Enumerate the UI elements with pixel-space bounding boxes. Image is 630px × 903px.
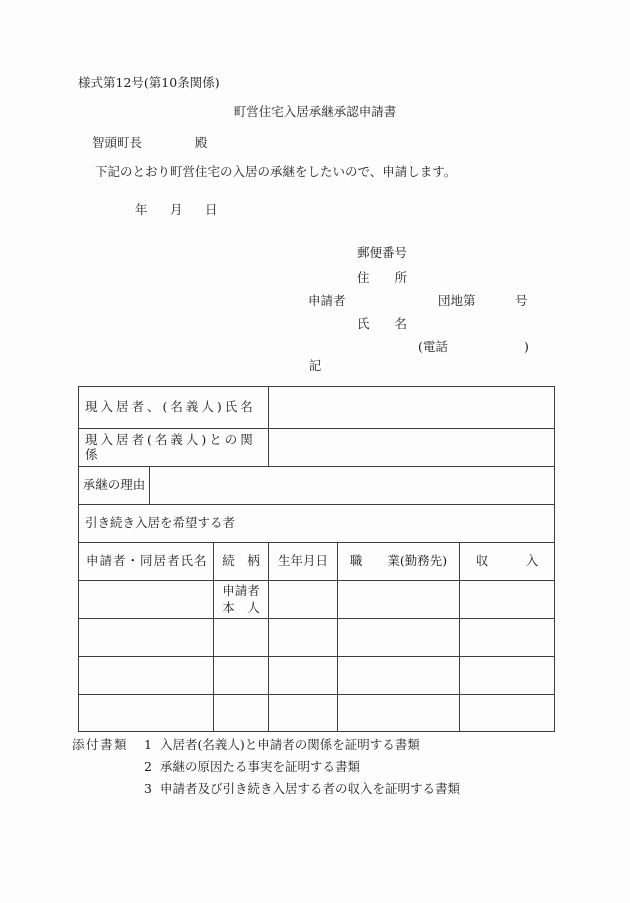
succession-reason-input-cell: [150, 467, 555, 505]
date-day-label: 日: [205, 202, 218, 217]
succession-reason-row: [79, 467, 555, 505]
attachment-item-number: 3: [144, 781, 152, 796]
addressee-honorific: 殿: [195, 135, 208, 150]
applicant-self-line2: 本 人: [222, 599, 260, 615]
attachment-item-number: 1: [144, 737, 152, 752]
person-name-cell: [79, 695, 214, 732]
person-name-cell: [79, 581, 214, 619]
applicant-self-line1: 申請者: [222, 583, 260, 599]
person-occupation-cell: [338, 619, 460, 657]
current-tenant-name-label: 現入居者、(名義人)氏名: [79, 387, 269, 429]
person-relation-cell: [214, 695, 269, 732]
person-name-cell: [79, 619, 214, 657]
person-relation-cell: [214, 581, 269, 619]
postal-code-label: 郵便番号: [357, 245, 408, 260]
person-name-cell: [79, 657, 214, 695]
attachment-item-text: 申請者及び引き続き入居する者の収入を証明する書類: [160, 781, 461, 796]
estate-number-label: 団地第: [438, 293, 476, 308]
relation-to-tenant-input-cell: [269, 429, 555, 467]
person-income-cell: [460, 581, 555, 619]
main-table: [78, 386, 555, 732]
date-year-label: 年: [135, 202, 148, 217]
occupation-header: 職 業(勤務先): [338, 543, 460, 581]
person-row: [79, 581, 555, 619]
person-income-cell: [460, 695, 555, 732]
person-row: [79, 695, 555, 732]
current-tenant-name-row: [79, 387, 555, 429]
phone-open-label: (電話: [418, 339, 448, 354]
attachments-label: 添付書類: [72, 737, 129, 752]
declaration-text: 下記のとおり町営住宅の入居の承継をしたいので、申請します。: [95, 164, 457, 179]
succession-reason-label: 承継の理由: [79, 467, 150, 505]
relation-header: 続 柄: [214, 543, 269, 581]
person-birthdate-cell: [269, 581, 338, 619]
attachment-item-text: 入居者(名義人)と申請者の関係を証明する書類: [160, 737, 420, 752]
relation-to-tenant-label: 現入居者(名義人)との関係: [79, 429, 269, 467]
person-birthdate-cell: [269, 695, 338, 732]
person-relation-cell: [214, 619, 269, 657]
attachment-item-text: 承継の原因たる事実を証明する書類: [160, 759, 361, 774]
name-label: 氏 名: [357, 316, 408, 331]
birthdate-header: 生年月日: [269, 543, 338, 581]
attachment-item-number: 2: [144, 759, 152, 774]
person-birthdate-cell: [269, 619, 338, 657]
person-table-header-row: [79, 543, 555, 581]
unit-suffix-label: 号: [515, 293, 528, 308]
relation-to-tenant-row: [79, 429, 555, 467]
person-birthdate-cell: [269, 657, 338, 695]
person-relation-cell: [214, 657, 269, 695]
form-number: 様式第12号(第10条関係): [78, 75, 220, 90]
current-tenant-name-input-cell: [269, 387, 555, 429]
person-row: [79, 657, 555, 695]
record-heading: 記: [308, 358, 322, 373]
income-header: 収 入: [460, 543, 555, 581]
person-occupation-cell: [338, 581, 460, 619]
phone-close-label: ): [524, 339, 529, 354]
continuing-residents-row: [79, 505, 555, 543]
form-title: 町営住宅入居承継承認申請書: [233, 104, 397, 119]
person-name-header: 申請者・同居者氏名: [79, 543, 214, 581]
date-month-label: 月: [170, 202, 183, 217]
person-occupation-cell: [338, 695, 460, 732]
addressee-name: 智頭町長: [92, 135, 143, 150]
person-row: [79, 619, 555, 657]
applicant-label: 申請者: [308, 293, 346, 308]
address-label: 住 所: [357, 270, 408, 285]
continuing-residents-label: 引き続き入居を希望する者: [79, 505, 555, 543]
person-income-cell: [460, 619, 555, 657]
person-income-cell: [460, 657, 555, 695]
person-occupation-cell: [338, 657, 460, 695]
